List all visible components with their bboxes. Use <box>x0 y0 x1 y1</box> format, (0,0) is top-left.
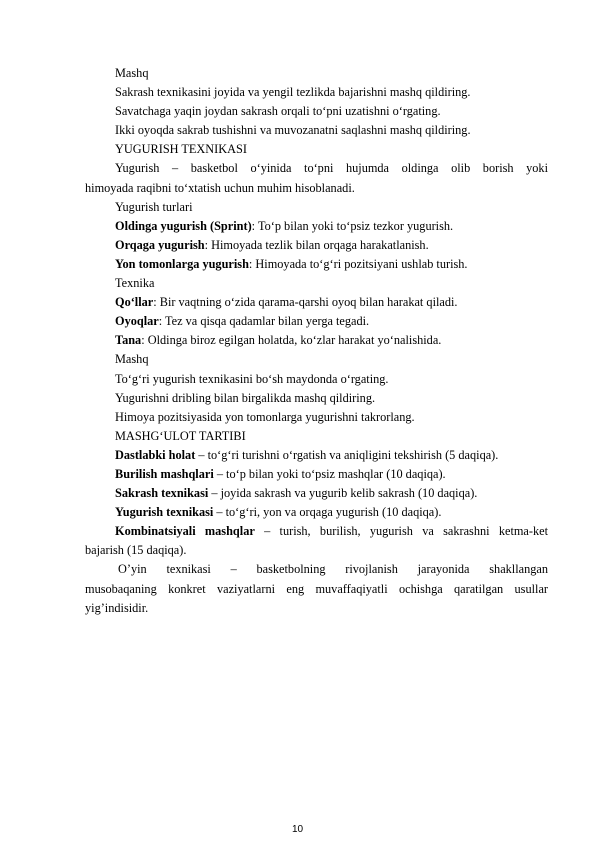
term: Dastlabki holat <box>115 447 196 462</box>
definition: : Himoyada to‘g‘ri pozitsiyani ushlab turish. <box>248 256 468 271</box>
paragraph-line <box>85 522 548 541</box>
section-heading: YUGURISH TEXNIKASI <box>115 142 247 157</box>
list-item <box>85 522 548 560</box>
list-item <box>85 331 548 350</box>
list-item <box>85 255 548 274</box>
term: Burilish mashqlari <box>115 466 214 481</box>
term: Oldinga yugurish (Sprint) <box>115 218 252 233</box>
list-item <box>85 236 548 255</box>
term: Tana <box>115 333 142 348</box>
list-item <box>85 503 548 522</box>
list-item: Yugurishni dribling bilan birgalikda mashq qildiring. <box>115 390 376 405</box>
definition: – to‘g‘ri, yon va orqaga yugurish (10 daqiqa). <box>213 505 442 520</box>
list-item: Himoya pozitsiyasida yon tomonlarga yugurishni takrorlang. <box>115 409 415 424</box>
list-item: Savatchaga yaqin joydan sakrash orqali to‘pni uzatishni o‘rgating. <box>115 104 441 119</box>
list-item: To‘g‘ri yugurish texnikasini bo‘sh maydonda o‘rgating. <box>115 371 389 386</box>
list-item <box>85 446 548 465</box>
paragraph-line: musobaqaning konkret vaziyatlarni eng muvaffaqiyatli ochishga qaratilgan usullar <box>85 581 548 596</box>
definition: – turish, burilish, yugurish va sakrashni ketma-ket <box>254 524 548 539</box>
document-body <box>85 64 548 618</box>
paragraph-line: yig’indisidir. <box>85 600 149 615</box>
conclusion-paragraph <box>85 560 548 617</box>
paragraph-line: bajarish (15 daqiqa). <box>85 543 187 558</box>
section-heading: Mashq <box>115 66 149 80</box>
term: Yon tomonlarga yugurish <box>115 256 249 271</box>
paragraph-line: Yugurish – basketbol o‘yinida to‘pni hujumda oldinga olib borish yoki <box>115 161 548 176</box>
definition: : Oldinga biroz egilgan holatda, ko‘zlar harakat yo‘nalishida. <box>141 333 442 348</box>
definition: : To‘p bilan yoki to‘psiz tezkor yugurish. <box>251 218 454 233</box>
page-number: 10 <box>291 824 304 835</box>
section-heading: Mashq <box>115 352 149 367</box>
term: Orqaga yugurish <box>115 237 205 252</box>
list-item: Ikki oyoqda sakrab tushishni va muvozanatni saqlashni mashq qildiring. <box>115 123 471 138</box>
definition: : Bir vaqtning o‘zida qarama-qarshi oyoq bilan harakat qiladi. <box>153 295 458 310</box>
section-heading: MASHG‘ULOT TARTIBI <box>115 428 246 443</box>
section-heading: Yugurish turlari <box>115 199 193 214</box>
term: Kombinatsiyali mashqlar <box>115 524 255 539</box>
list-item <box>85 465 548 484</box>
paragraph-line: O’yin texnikasi – basketbolning rivojlanish jarayonida shakllangan <box>118 562 548 577</box>
term: Qo‘llar <box>115 295 154 310</box>
definition: : Himoyada tezlik bilan orqaga harakatlanish. <box>204 237 429 252</box>
section-heading: Texnika <box>115 276 155 291</box>
term: Yugurish texnikasi <box>115 505 214 520</box>
list-item <box>85 217 548 236</box>
list-item <box>85 312 548 331</box>
definition: – to‘g‘ri turishni o‘rgatish va aniqligini tekshirish (5 daqiqa). <box>195 447 499 462</box>
paragraph-line: himoyada raqibni to‘xtatish uchun muhim hisoblanadi. <box>85 180 355 195</box>
term: Sakrash texnikasi <box>115 486 209 501</box>
list-item <box>85 484 548 503</box>
intro-paragraph <box>85 159 548 197</box>
definition: – joyida sakrash va yugurib kelib sakrash (10 daqiqa). <box>208 486 478 501</box>
term: Oyoqlar <box>115 314 159 329</box>
list-item: Sakrash texnikasini joyida va yengil tezlikda bajarishni mashq qildiring. <box>115 85 471 100</box>
definition: : Tez va qisqa qadamlar bilan yerga tegadi. <box>158 314 370 329</box>
list-item <box>85 293 548 312</box>
definition: – to‘p bilan yoki to‘psiz mashqlar (10 daqiqa). <box>213 466 446 481</box>
